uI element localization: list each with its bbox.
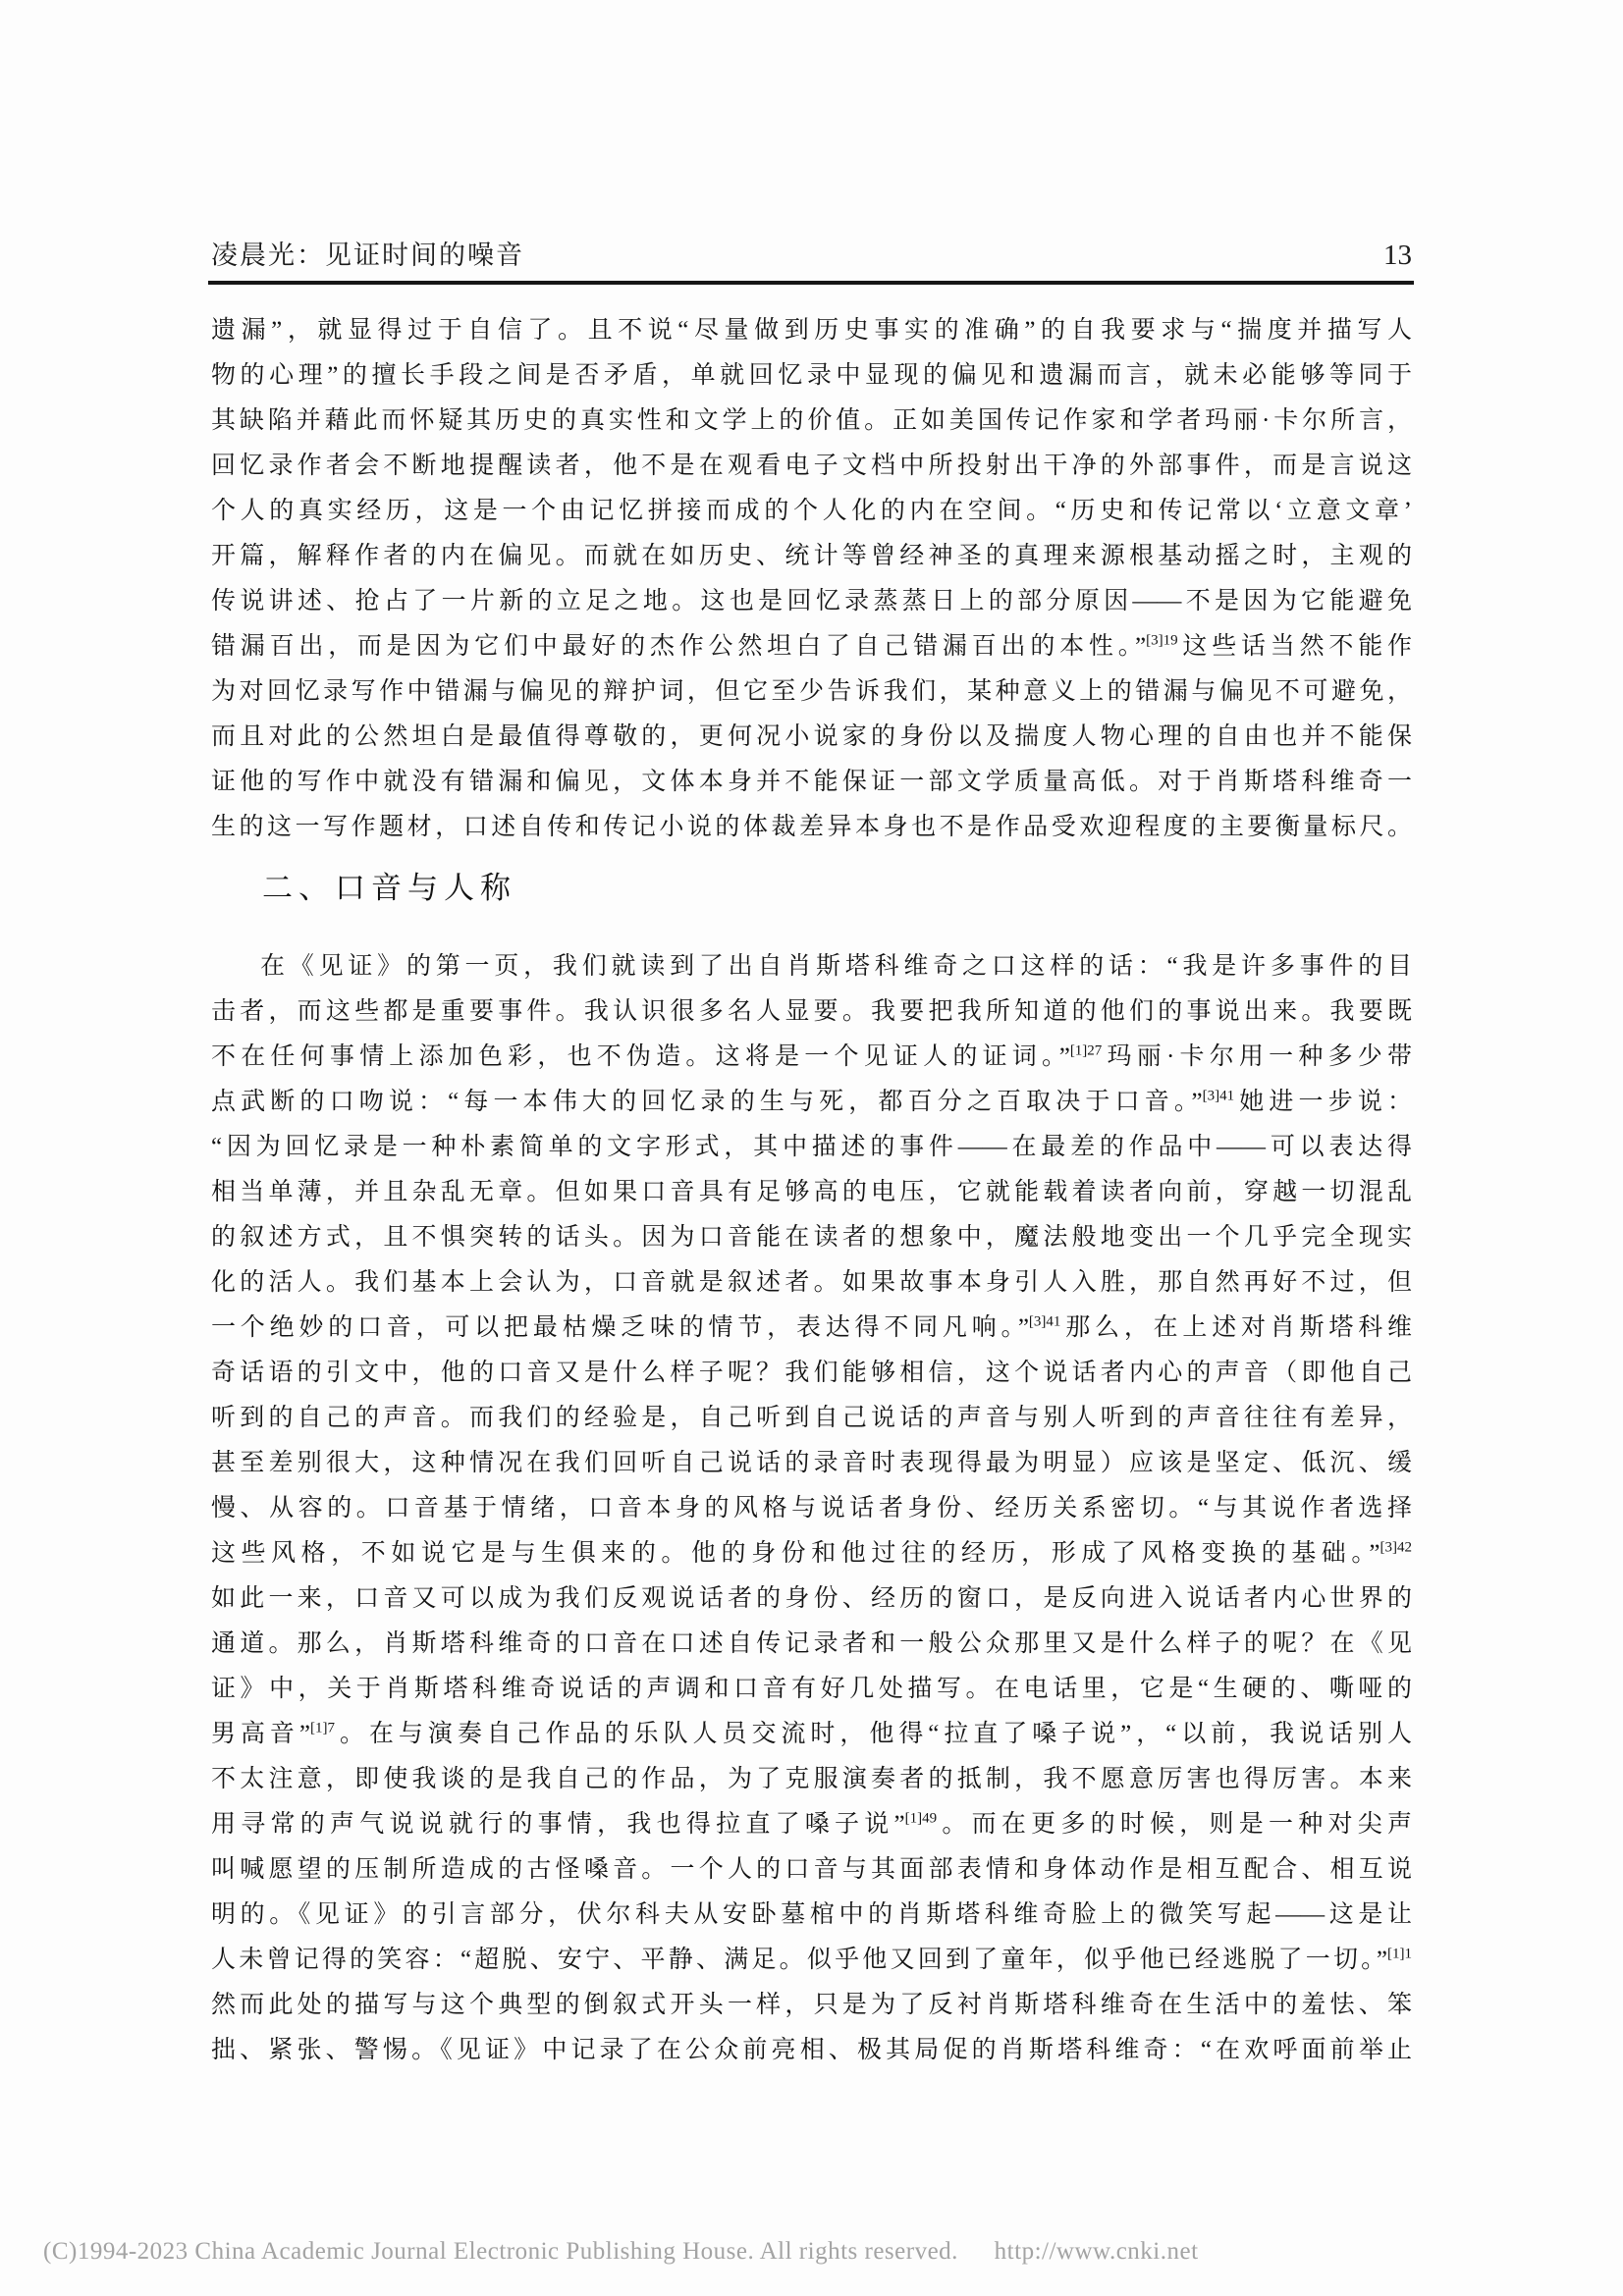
text-line bbox=[211, 1441, 1412, 1486]
citation-superscript: [1]7 bbox=[310, 1720, 335, 1736]
text-run: “因为回忆录是一种朴素简单的文字形式，其中描述的事件——在最差的作品中——可以表达得 bbox=[211, 1134, 1412, 1160]
text-line bbox=[211, 308, 1412, 353]
text-line bbox=[211, 353, 1412, 399]
text-line bbox=[211, 1080, 1412, 1125]
text-run: 不在任何事情上添加色彩，也不伪造。这将是一个见证人的证词。” bbox=[211, 1043, 1070, 1070]
text-line bbox=[211, 1622, 1412, 1667]
text-run: 。在与演奏自己作品的乐队人员交流时，他得“拉直了嗓子说”，“以前，我说话别人 bbox=[335, 1721, 1412, 1747]
text-run: 回忆录作者会不断地提醒读者，他不是在观看电子文档中所投射出干净的外部事件，而是言说这 bbox=[211, 453, 1412, 479]
text-run: 证他的写作中就没有错漏和偏见，文体本身并不能保证一部文学质量高低。对于肖斯塔科维奇一 bbox=[211, 769, 1412, 795]
text-run: 如此一来，口音又可以成为我们反观说话者的身份、经历的窗口，是反向进入说话者内心世界的 bbox=[211, 1585, 1412, 1612]
text-line bbox=[211, 1667, 1412, 1712]
text-run: 一个绝妙的口音，可以把最枯燥乏味的情节，表达得不同凡响。” bbox=[211, 1314, 1029, 1341]
text-run: 听到的自己的声音。而我们的经验是，自己听到自己说话的声音与别人听到的声音往往有差异， bbox=[211, 1405, 1412, 1431]
text-line bbox=[211, 1802, 1412, 1847]
text-line bbox=[211, 944, 1412, 989]
text-run: 奇话语的引文中，他的口音又是什么样子呢？我们能够相信，这个说话者内心的声音（即他自己 bbox=[211, 1360, 1412, 1386]
text-line bbox=[211, 715, 1412, 760]
cnki-url: http://www.cnki.net bbox=[994, 2238, 1199, 2265]
text-run: 男高音” bbox=[211, 1721, 310, 1747]
text-line bbox=[211, 1351, 1412, 1396]
page-footer bbox=[43, 2238, 1199, 2266]
text-run: 相当单薄，并且杂乱无章。但如果口音具有足够高的电压，它就能载着读者向前，穿越一切混乱 bbox=[211, 1179, 1412, 1205]
copyright-text: (C)1994-2023 China Academic Journal Electronic Publishing House. All rights reserved. bbox=[43, 2238, 958, 2265]
header-rule bbox=[208, 281, 1414, 285]
text-run: 而且对此的公然坦白是最值得尊敬的，更何况小说家的身份以及揣度人物心理的自由也并不能保 bbox=[211, 723, 1412, 750]
text-run: 开篇，解释作者的内在偏见。而就在如历史、统计等曾经神圣的真理来源根基动摇之时，主观的 bbox=[211, 543, 1412, 569]
text-line bbox=[211, 1576, 1412, 1622]
citation-superscript: [3]19 bbox=[1146, 632, 1178, 649]
citation-superscript: [1]1 bbox=[1387, 1946, 1412, 1962]
page-header bbox=[211, 234, 1412, 272]
text-run: 个人的真实经历，这是一个由记忆拼接而成的个人化的内在空间。“历史和传记常以‘立意文章’ bbox=[211, 498, 1412, 524]
text-run: 通道。那么，肖斯塔科维奇的口音在口述自传记录者和一般公众那里又是什么样子的呢？在《见 bbox=[211, 1630, 1412, 1657]
paragraph bbox=[211, 308, 1412, 850]
text-line bbox=[211, 1486, 1412, 1531]
text-run: 点武断的口吻说：“每一本伟大的回忆录的生与死，都百分之百取决于口音。” bbox=[211, 1089, 1203, 1115]
text-run: 拙、紧张、警惕。《见证》中记录了在公众前亮相、极其局促的肖斯塔科维奇：“在欢呼面前举止 bbox=[211, 2037, 1412, 2063]
text-run: 这些话当然不能作 bbox=[1177, 633, 1412, 660]
text-line bbox=[211, 1396, 1412, 1441]
text-run: 击者，而这些都是重要事件。我认识很多名人显要。我要把我所知道的他们的事说出来。我要既 bbox=[211, 998, 1412, 1025]
citation-superscript: [3]41 bbox=[1028, 1313, 1061, 1330]
text-run: 。而在更多的时候，则是一种对尖声 bbox=[937, 1811, 1412, 1838]
text-line bbox=[211, 444, 1412, 489]
text-run: 不太注意，即使我谈的是我自己的作品，为了克服演奏者的抵制，我不愿意厉害也得厉害。本来 bbox=[211, 1766, 1412, 1792]
text-run: 然而此处的描写与这个典型的倒叙式开头一样，只是为了反衬肖斯塔科维奇在生活中的羞怯、笨 bbox=[211, 1992, 1412, 2018]
text-line bbox=[211, 1306, 1412, 1351]
text-line bbox=[211, 1983, 1412, 2028]
text-line bbox=[211, 1757, 1412, 1802]
text-line bbox=[211, 1170, 1412, 1215]
text-line bbox=[211, 2028, 1412, 2073]
text-line bbox=[211, 1531, 1412, 1576]
text-line bbox=[211, 1893, 1412, 1938]
text-line bbox=[211, 489, 1412, 534]
text-run: 甚至差别很大，这种情况在我们回听自己说话的录音时表现得最为明显）应该是坚定、低沉、缓 bbox=[211, 1450, 1412, 1476]
text-line bbox=[211, 534, 1412, 579]
text-line bbox=[211, 805, 1412, 850]
text-run: 为对回忆录写作中错漏与偏见的辩护词，但它至少告诉我们，某种意义上的错漏与偏见不可避免， bbox=[211, 678, 1412, 705]
text-line bbox=[211, 760, 1412, 805]
text-line bbox=[211, 669, 1412, 715]
citation-superscript: [3]42 bbox=[1380, 1539, 1412, 1556]
text-run: 遗漏”，就显得过于自信了。且不说“尽量做到历史事实的准确”的自我要求与“揣度并描写人 bbox=[211, 317, 1412, 344]
text-line bbox=[211, 1938, 1412, 1983]
text-run: 叫喊愿望的压制所造成的古怪嗓音。一个人的口音与其面部表情和身体动作是相互配合、相互说 bbox=[211, 1856, 1412, 1883]
text-run: 其缺陷并藉此而怀疑其历史的真实性和文学上的价值。正如美国传记作家和学者玛丽·卡尔所言， bbox=[211, 407, 1412, 434]
text-run: 她进一步说： bbox=[1234, 1089, 1412, 1115]
text-run: 那么，在上述对肖斯塔科维 bbox=[1060, 1314, 1412, 1341]
text-run: 用寻常的声气说说就行的事情，我也得拉直了嗓子说” bbox=[211, 1811, 905, 1838]
section-heading: 二、口音与人称 bbox=[262, 871, 516, 905]
text-line bbox=[211, 1260, 1412, 1306]
text-line bbox=[211, 1847, 1412, 1893]
citation-superscript: [3]41 bbox=[1202, 1088, 1235, 1104]
text-run: 物的心理”的擅长手段之间是否矛盾，单就回忆录中显现的偏见和遗漏而言，就未必能够等同于 bbox=[211, 362, 1412, 389]
text-run: 化的活人。我们基本上会认为，口音就是叙述者。如果故事本身引人入胜，那自然再好不过，但 bbox=[211, 1269, 1412, 1296]
text-line bbox=[211, 579, 1412, 624]
running-title: 凌晨光：见证时间的噪音 bbox=[211, 240, 524, 270]
text-run: 明的。《见证》的引言部分，伏尔科夫从安卧墓棺中的肖斯塔科维奇脸上的微笑写起——这是让 bbox=[211, 1901, 1412, 1928]
text-line bbox=[211, 1125, 1412, 1170]
paragraph bbox=[211, 944, 1412, 2073]
citation-superscript: [1]27 bbox=[1069, 1042, 1103, 1059]
text-run: 生的这一写作题材，口述自传和传记小说的体裁差异本身也不是作品受欢迎程度的主要衡量标尺。 bbox=[211, 814, 1412, 840]
text-line bbox=[211, 1712, 1412, 1757]
text-run: 这些风格，不如说它是与生俱来的。他的身份和他过往的经历，形成了风格变换的基础。” bbox=[211, 1540, 1380, 1567]
text-run: 证》中，关于肖斯塔科维奇说话的声调和口音有好几处描写。在电话里，它是“生硬的、嘶哑的 bbox=[211, 1676, 1412, 1702]
text-run: 玛丽·卡尔用一种多少带 bbox=[1102, 1043, 1412, 1070]
text-line bbox=[211, 1035, 1412, 1080]
text-run: 错漏百出，而是因为它们中最好的杰作公然坦白了自己错漏百出的本性。” bbox=[211, 633, 1147, 660]
article-body bbox=[211, 308, 1412, 2073]
text-run: 传说讲述、抢占了一片新的立足之地。这也是回忆录蒸蒸日上的部分原因——不是因为它能避免 bbox=[211, 588, 1412, 614]
text-run: 慢、从容的。口音基于情绪，口音本身的风格与说话者身份、经历关系密切。“与其说作者选择 bbox=[211, 1495, 1412, 1522]
text-line bbox=[211, 399, 1412, 444]
citation-superscript: [1]49 bbox=[904, 1810, 938, 1827]
text-run: 的叙述方式，且不惧突转的话头。因为口音能在读者的想象中，魔法般地变出一个几乎完全现实 bbox=[211, 1224, 1412, 1251]
page-number: 13 bbox=[1383, 240, 1412, 271]
text-run: 人未曾记得的笑容：“超脱、安宁、平静、满足。似乎他又回到了童年，似乎他已经逃脱了一切。” bbox=[211, 1947, 1387, 1973]
text-line bbox=[211, 1215, 1412, 1260]
text-run: 在《见证》的第一页，我们就读到了出自肖斯塔科维奇之口这样的话：“我是许多事件的目 bbox=[260, 953, 1412, 980]
text-line bbox=[211, 989, 1412, 1035]
text-line bbox=[211, 624, 1412, 669]
